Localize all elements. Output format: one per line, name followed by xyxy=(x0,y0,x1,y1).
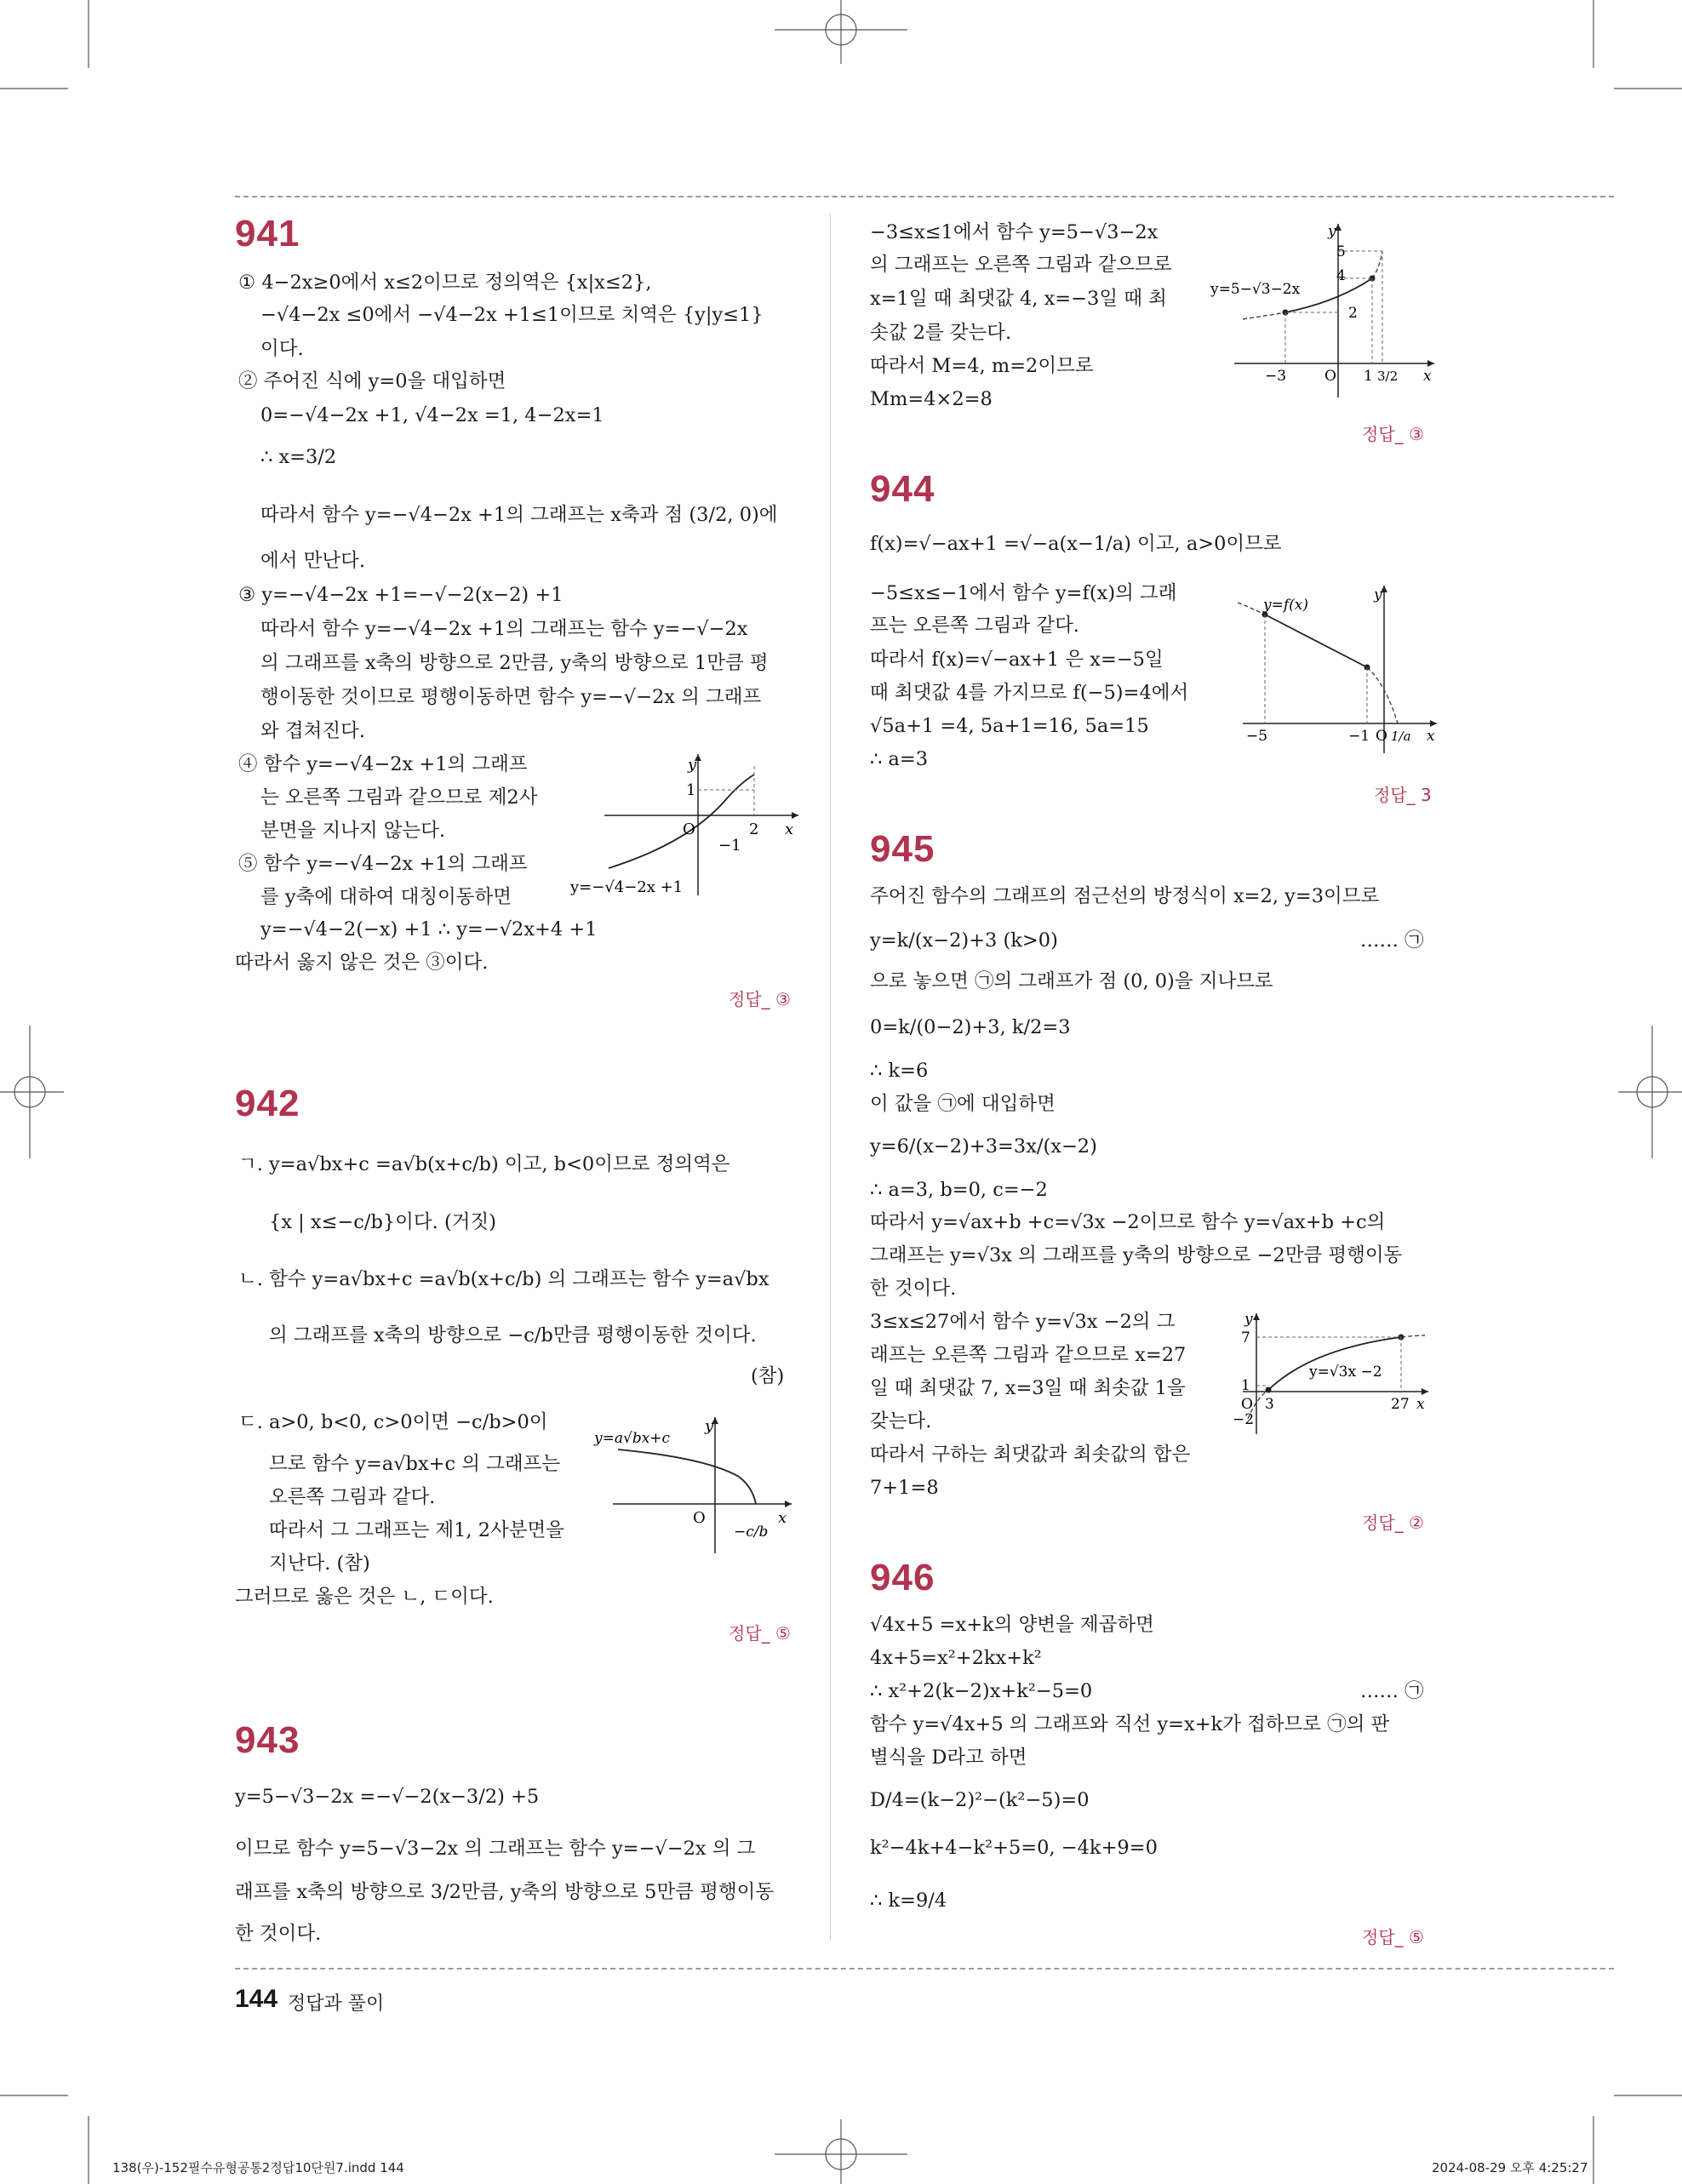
tick-label: 3 xyxy=(1265,1396,1274,1413)
y-axis-label: y xyxy=(688,756,697,774)
tick-label: 1 xyxy=(1241,1377,1250,1394)
x-axis-label: x xyxy=(1416,1396,1425,1413)
y-axis-label: y xyxy=(1374,586,1382,603)
origin-label: O xyxy=(1324,368,1336,385)
line: 0=k/(0−2)+3, k/2=3 xyxy=(870,1016,1071,1038)
bottom-divider xyxy=(235,1968,1614,1970)
line: 를 y축에 대하여 대칭이동하면 xyxy=(260,886,512,908)
line: 이므로 함수 y=5−√3−2x 의 그래프는 함수 y=−√−2x 의 그 xyxy=(235,1838,756,1860)
problem-number-942: 942 xyxy=(235,1083,300,1124)
line: 이 값을 ㉠에 대입하면 xyxy=(870,1093,1056,1115)
line: −√4−2x ≤0에서 −√4−2x +1≤1이므로 치역은 {y|y≤1} xyxy=(260,304,764,326)
line: √5a+1 =4, 5a+1=16, 5a=15 xyxy=(870,715,1149,737)
label-marker: …… ㉠ xyxy=(1360,1680,1424,1702)
line: 따라서 그 그래프는 제1, 2사분면을 xyxy=(269,1519,564,1541)
line: 별식을 D라고 하면 xyxy=(870,1747,1027,1769)
problem-number-945: 945 xyxy=(870,828,935,870)
y-axis-label: y xyxy=(1328,223,1336,240)
top-divider xyxy=(235,196,1614,197)
tick-label: 2 xyxy=(749,820,759,838)
answer-942: 정답_ ⑤ xyxy=(729,1623,791,1644)
tick-label: 3/2 xyxy=(1377,369,1399,384)
line: 오른쪽 그림과 같다. xyxy=(269,1486,436,1508)
graph-945 xyxy=(1217,1306,1434,1443)
line: y=k/(x−2)+3 (k>0) xyxy=(870,929,1058,952)
answer-946: 정답_ ⑤ xyxy=(1362,1927,1424,1947)
page-number: 144 xyxy=(235,1985,278,2013)
line: √4x+5 =x+k의 양변을 제곱하면 xyxy=(870,1614,1154,1636)
tick-label: 5 xyxy=(1336,243,1346,260)
line: ∴ a=3, b=0, c=−2 xyxy=(870,1179,1048,1201)
line: 따라서 f(x)=√−ax+1 은 x=−5일 xyxy=(870,649,1164,671)
line: 솟값 2를 갖는다. xyxy=(870,322,1012,344)
line: ∴ a=3 xyxy=(870,748,929,770)
line: ④ 함수 y=−√4−2x +1의 그래프 xyxy=(238,753,528,775)
curve-label: y=5−√3−2x xyxy=(1210,281,1301,298)
tick-label: −1 xyxy=(718,837,741,855)
tick-label: −2 xyxy=(1233,1411,1255,1428)
line: y=6/(x−2)+3=3x/(x−2) xyxy=(870,1135,1097,1158)
column-divider xyxy=(830,213,831,1941)
line: 한 것이다. xyxy=(235,1923,322,1945)
problem-number-941: 941 xyxy=(235,213,300,254)
line: ⑤ 함수 y=−√4−2x +1의 그래프 xyxy=(238,853,528,875)
line: f(x)=√−ax+1 =√−a(x−1/a) 이고, a>0이므로 xyxy=(870,533,1282,555)
tick-label: 27 xyxy=(1391,1396,1410,1413)
line: 래프를 x축의 방향으로 3/2만큼, y축의 방향으로 5만큼 평행이동 xyxy=(235,1881,775,1903)
line: 갖는다. xyxy=(870,1410,932,1432)
line: y=5−√3−2x =−√−2(x−3/2) +5 xyxy=(235,1786,540,1808)
origin-label: O xyxy=(1376,728,1387,745)
x-axis-label: x xyxy=(778,1509,787,1527)
line: ② 주어진 식에 y=0을 대입하면 xyxy=(238,370,506,392)
line: −3≤x≤1에서 함수 y=5−√3−2x xyxy=(870,221,1159,243)
answer-943: 정답_ ③ xyxy=(1362,424,1424,444)
answer-944: 정답_ 3 xyxy=(1374,785,1432,805)
line: 므로 함수 y=a√bx+c 의 그래프는 xyxy=(269,1453,561,1475)
x-axis-label: x xyxy=(1427,728,1435,745)
problem-number-944: 944 xyxy=(870,468,935,510)
tick-label: −1 xyxy=(1348,728,1370,745)
tick-label: 1/a xyxy=(1391,729,1411,744)
graph-944 xyxy=(1226,579,1443,758)
line: 따라서 y=√ax+b +c=√3x −2이므로 함수 y=√ax+b +c의 xyxy=(870,1211,1386,1233)
problem-number-943: 943 xyxy=(235,1719,300,1761)
tick-label: 1 xyxy=(686,781,696,799)
line: 때 최댓값 4를 가지므로 f(−5)=4에서 xyxy=(870,682,1189,704)
footer-label: 정답과 풀이 xyxy=(288,1993,385,2015)
line: 는 오른쪽 그림과 같으므로 제2사 xyxy=(260,786,538,809)
line: D/4=(k−2)²−(k²−5)=0 xyxy=(870,1789,1090,1811)
line: 에서 만난다. xyxy=(260,550,365,572)
line: 따라서 M=4, m=2이므로 xyxy=(870,355,1094,377)
line: k²−4k+4−k²+5=0, −4k+9=0 xyxy=(870,1837,1158,1859)
graph-943 xyxy=(1209,217,1443,404)
origin-label: O xyxy=(1241,1396,1253,1413)
tick-label: −3 xyxy=(1265,368,1287,385)
line: 따라서 함수 y=−√4−2x +1의 그래프는 x축과 점 (3/2, 0)에 xyxy=(260,504,778,526)
graph-941 xyxy=(562,749,804,902)
tick-label: 1 xyxy=(1364,368,1373,385)
line: ① 4−2x≥0에서 x≤2이므로 정의역은 {x|x≤2}, xyxy=(238,272,652,294)
answer-945: 정답_ ② xyxy=(1362,1512,1424,1533)
line: 3≤x≤27에서 함수 y=√3x −2의 그 xyxy=(870,1311,1176,1333)
line: 그러므로 옳은 것은 ㄴ, ㄷ이다. xyxy=(235,1586,494,1608)
line: 일 때 최댓값 7, x=3일 때 최솟값 1을 xyxy=(870,1377,1186,1399)
tick-label: −c/b xyxy=(734,1524,769,1541)
line: 이다. xyxy=(260,338,304,360)
tick-label: 7 xyxy=(1241,1329,1250,1346)
line: 주어진 함수의 그래프의 점근선의 방정식이 x=2, y=3이므로 xyxy=(870,885,1380,907)
tick-label: −5 xyxy=(1246,728,1268,745)
origin-label: O xyxy=(683,820,695,838)
answer-941: 정답_ ③ xyxy=(729,989,791,1009)
line: 그래프는 y=√3x 의 그래프를 y축의 방향으로 −2만큼 평행이동 xyxy=(870,1244,1403,1266)
line: ∴ x=3/2 xyxy=(260,446,337,468)
tick-label: 2 xyxy=(1348,305,1358,322)
tick-label: 4 xyxy=(1336,267,1346,284)
line: 4x+5=x²+2kx+k² xyxy=(870,1647,1042,1669)
line: 의 그래프를 x축의 방향으로 −c/b만큼 평행이동한 것이다. xyxy=(269,1324,757,1346)
line: {x | x≤−c/b}이다. (거짓) xyxy=(269,1211,496,1233)
line: 으로 놓으면 ㉠의 그래프가 점 (0, 0)을 지나므로 xyxy=(870,970,1273,992)
curve-label: y=√3x −2 xyxy=(1309,1364,1382,1381)
line: 의 그래프는 오른쪽 그림과 같으므로 xyxy=(870,254,1172,276)
line: −5≤x≤−1에서 함수 y=f(x)의 그래 xyxy=(870,582,1177,604)
line: (참) xyxy=(751,1365,785,1387)
line: ㄷ. a>0, b<0, c>0이면 −c/b>0이 xyxy=(238,1411,548,1433)
line: 따라서 구하는 최댓값과 최솟값의 합은 xyxy=(870,1444,1191,1466)
line: 0=−√4−2x +1, √4−2x =1, 4−2x=1 xyxy=(260,404,604,426)
curve-label: y=f(x) xyxy=(1263,597,1308,614)
line: 따라서 함수 y=−√4−2x +1의 그래프는 함수 y=−√−2x xyxy=(260,618,748,640)
line: 와 겹쳐진다. xyxy=(260,720,365,742)
label-marker: …… ㉠ xyxy=(1360,929,1424,952)
line: ③ y=−√4−2x +1=−√−2(x−2) +1 xyxy=(238,584,564,606)
x-axis-label: x xyxy=(1423,368,1432,385)
y-axis-label: y xyxy=(1244,1311,1253,1328)
problem-number-946: 946 xyxy=(870,1557,935,1598)
curve-label: y=a√bx+c xyxy=(594,1430,671,1447)
line: 따라서 옳지 않은 것은 ③이다. xyxy=(235,952,489,974)
x-axis-label: x xyxy=(785,820,794,838)
line: y=−√4−2(−x) +1 ∴ y=−√2x+4 +1 xyxy=(260,918,598,940)
line: 의 그래프를 x축의 방향으로 2만큼, y축의 방향으로 1만큼 평 xyxy=(260,652,769,674)
y-axis-label: y xyxy=(705,1417,714,1435)
graph-942 xyxy=(587,1409,800,1558)
line: 행이동한 것이므로 평행이동하면 함수 y=−√−2x 의 그래프 xyxy=(260,686,762,708)
line: ∴ x²+2(k−2)x+k²−5=0 xyxy=(870,1680,1093,1702)
line: 지난다. (참) xyxy=(269,1552,370,1575)
slug-file: 138(우)-152필수유형공통2정답10단원7.indd 144 xyxy=(112,2160,404,2175)
line: ㄱ. y=a√bx+c =a√b(x+c/b) 이고, b<0이므로 정의역은 xyxy=(238,1153,730,1175)
line: 7+1=8 xyxy=(870,1477,939,1499)
curve-label: y=−√4−2x +1 xyxy=(570,878,684,896)
line: ㄴ. 함수 y=a√bx+c =a√b(x+c/b) 의 그래프는 함수 y=a√bx xyxy=(238,1268,769,1290)
line: 프는 오른쪽 그림과 같다. xyxy=(870,615,1079,637)
line: 래프는 오른쪽 그림과 같으므로 x=27 xyxy=(870,1344,1187,1366)
line: Mm=4×2=8 xyxy=(870,388,993,410)
line: x=1일 때 최댓값 4, x=−3일 때 최 xyxy=(870,288,1167,310)
line: 한 것이다. xyxy=(870,1278,957,1300)
slug-timestamp: 2024-08-29 오후 4:25:27 xyxy=(1432,2160,1588,2175)
origin-label: O xyxy=(693,1509,706,1527)
line: 분면을 지나지 않는다. xyxy=(260,820,446,842)
line: 함수 y=√4x+5 의 그래프와 직선 y=x+k가 접하므로 ㉠의 판 xyxy=(870,1713,1390,1735)
line: ∴ k=6 xyxy=(870,1060,929,1082)
line: ∴ k=9/4 xyxy=(870,1890,947,1912)
